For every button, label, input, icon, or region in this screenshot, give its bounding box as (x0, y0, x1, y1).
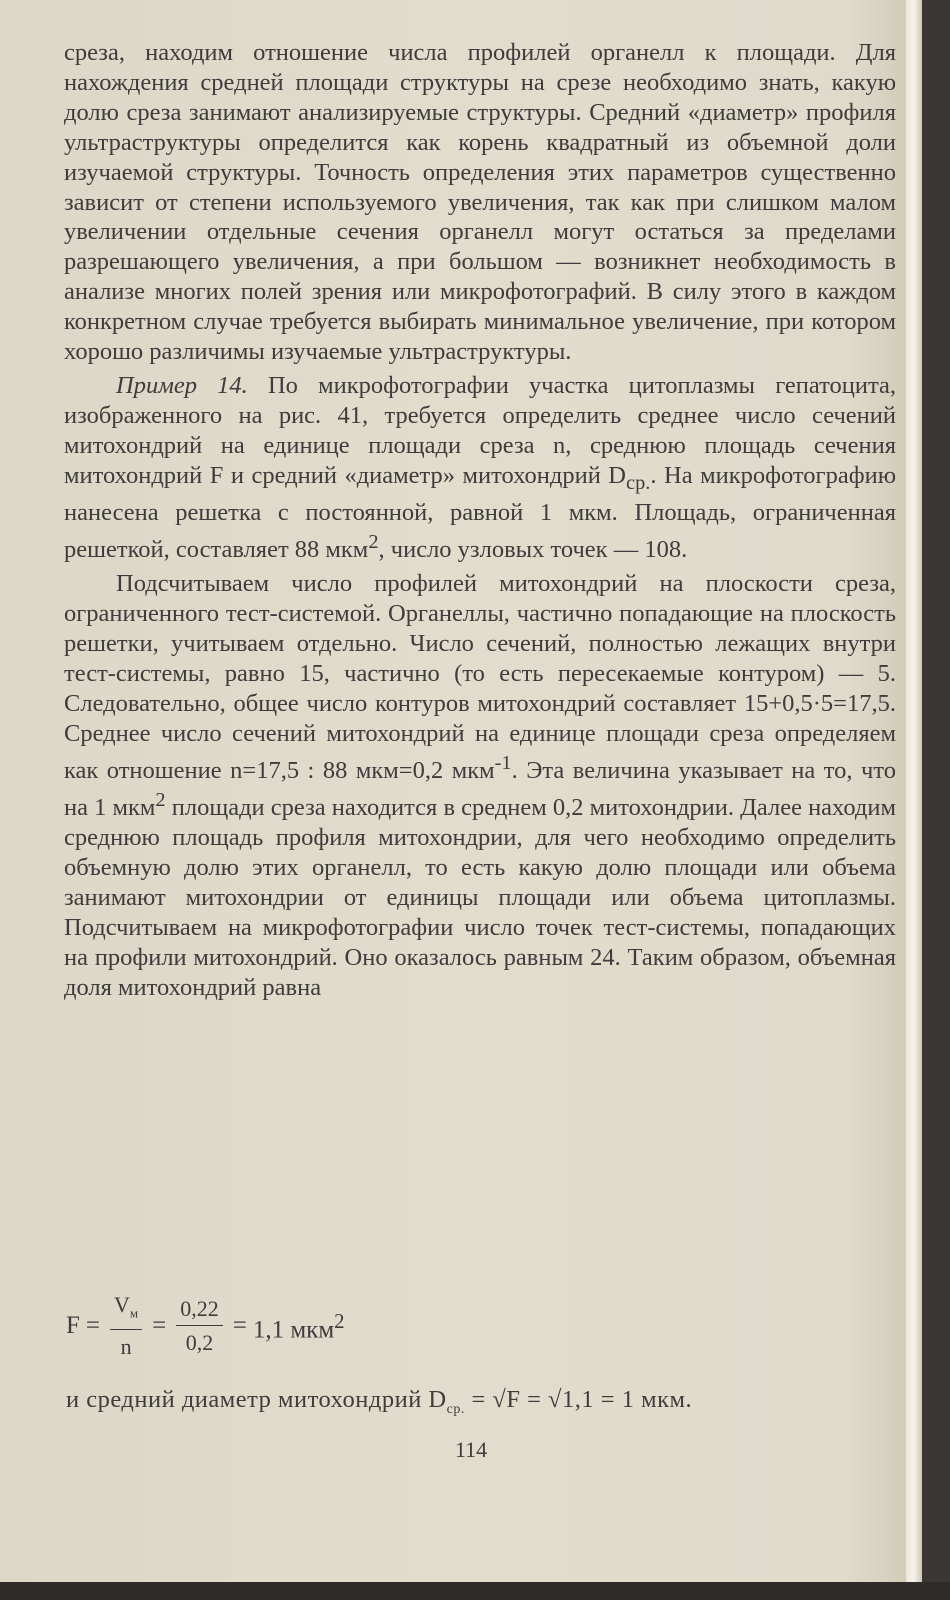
page-spine-edge (906, 0, 922, 1582)
fraction-2-numerator: 0,22 (176, 1296, 223, 1326)
example-text-b: . На микрофотографию нанесена решетка с постоянной, равной 1 мкм. Площадь, ограниченная решеткой, составляет 88 мкм (64, 461, 896, 564)
paragraph-3 (64, 569, 896, 1002)
p3-text-c: площади среза находится в среднем 0,2 митохондрии. Далее находим среднюю площадь профиля митохондрии, для чего необходимо определить объемную долю этих органелл, то есть какую долю площади или объема занимают митохондрии от единицы площади или объема цитоплазмы. Подсчитываем на микрофотографии число точек тест-системы, попадающих на профили митохондрий. Оно оказалось равным 24. Таким образом, объемная доля митохондрий равна (64, 794, 896, 1001)
diameter-sub: ср. (446, 1401, 465, 1417)
p3-text-b: . Эта величина указывает на то, что на 1 мкм (64, 757, 896, 822)
fraction-1-denominator: n (120, 1334, 132, 1360)
diameter-line (66, 1386, 692, 1418)
formula-eq-3: = (232, 1312, 247, 1340)
p3-sup-1: -1 (494, 751, 512, 774)
bottom-shadow (0, 1582, 950, 1600)
formula-volume-fraction (66, 1292, 345, 1360)
body-text (64, 38, 896, 1002)
formula-eq-2: = (152, 1312, 167, 1340)
example-lead: Пример 14. (116, 371, 248, 399)
fraction-1-numerator (110, 1292, 142, 1330)
diameter-text-b: = √F = √1,1 = 1 мкм. (464, 1386, 693, 1413)
paragraph-1: среза, находим отношение числа профилей органелл к площади. Для нахождения средней площади структуры на срезе необходимо знать, какую долю среза занимают анализируемые структуры. Средний «диаметр» профиля ультраструктуры определится как корень квадратный из объемной доли изучаемой структуры. Точность определения этих параметров существенно зависит от степени используемого увеличения, так как при слишком малом увеличении отдельные сечения органелл могут остаться за пределами разрешающего увеличения, а при большом — возникнет необходимость в анализе многих полей зрения или микрофотографий. В силу этого в каждом конкретном случае требуется выбирать минимальное увеличение, при котором хорошо различимы изучаемые ультраструктуры. (64, 39, 896, 366)
fraction-1-num-sub: м (129, 1305, 139, 1321)
formula-result-sup: 2 (334, 1308, 345, 1333)
p3-text-a: Подсчитываем число профилей митохондрий на плоскости среза, ограниченного тест-системой. Органеллы, частично попадающие на плоскость решетки, учитываем отдельно. Число сечений, полностью лежащих внутри тест-системы, равно 15, частично (то есть пересекаемые контуром) — 5. Следовательно, общее число контуров митохондрий составляет 15+0,5·5=17,5. Среднее число сечений митохондрий на единице площади среза определяем как отношение n=17,5 : 88 мкм=0,2 мкм (64, 570, 896, 785)
paragraph-example-14 (64, 371, 896, 565)
fraction-2 (176, 1296, 223, 1356)
formula-result (253, 1309, 345, 1344)
formula-lhs: F (66, 1312, 80, 1340)
example-text-c: , число узловых точек — 108. (378, 536, 688, 564)
p3-sup-2: 2 (155, 788, 166, 811)
diameter-text-a: и средний диаметр митохондрий D (66, 1386, 447, 1413)
fraction-1-num-text: V (114, 1292, 130, 1317)
fraction-1 (110, 1292, 142, 1360)
example-sub: ср. (626, 471, 651, 494)
formula-result-text: 1,1 мкм (252, 1315, 335, 1343)
fraction-2-denominator: 0,2 (185, 1330, 214, 1356)
example-text-a: По микрофотографии участка цитоплазмы гепатоцита, изображенного на рис. 41, требуется определить среднее число сечений митохондрий на единице площади среза n, среднюю площадь сечения митохондрий F и средний «диаметр» митохондрий D (64, 371, 897, 489)
formula-eq-1: = (85, 1312, 101, 1340)
example-sup: 2 (368, 531, 379, 554)
page-number: 114 (455, 1437, 488, 1462)
